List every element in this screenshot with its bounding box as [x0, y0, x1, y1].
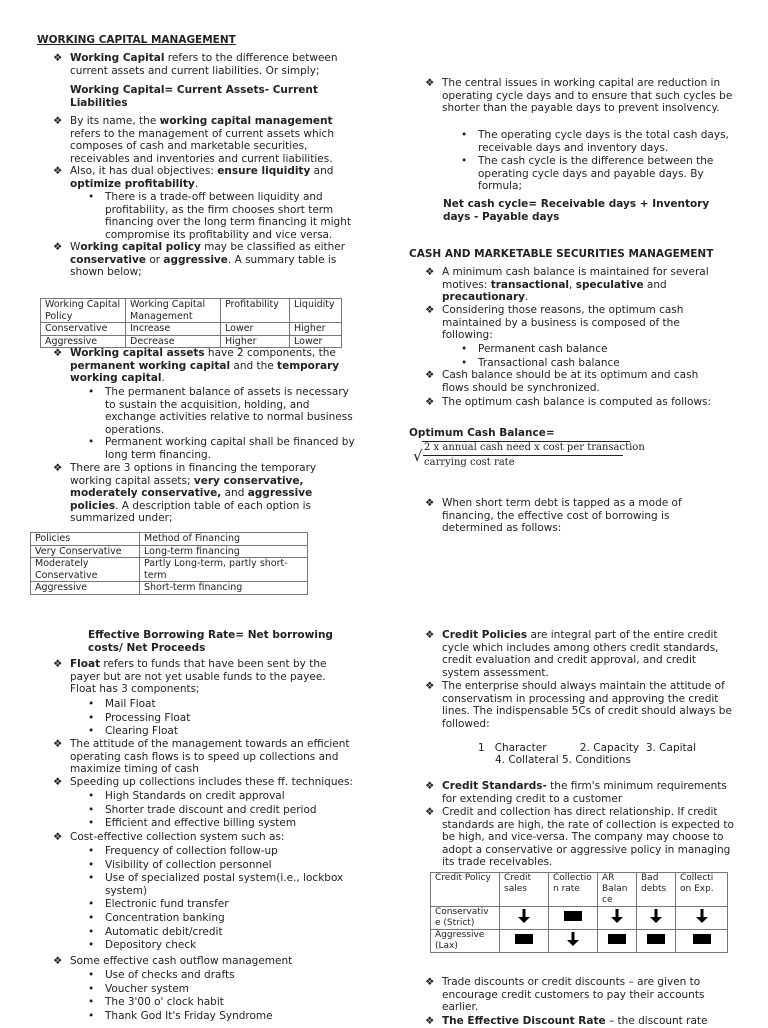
bullet-text: Cash balance should be at its optimum and cash flows should be synchronized.: [442, 369, 699, 394]
down-arrow-icon: [692, 917, 712, 927]
sub-bullet-text: There is a trade-off between liquidity and profitability, as the firm chooses short term financing over the long term financing it might compromise its profitability and vice versa.: [105, 191, 351, 241]
bullet-text: [70, 347, 353, 385]
bullet-credit-collection: [425, 806, 735, 869]
bullet-optimum-composition: [425, 304, 725, 342]
bullet-objectives: [53, 165, 353, 190]
down-arrow-icon: [514, 908, 534, 924]
down-arrow-icon: [692, 908, 712, 924]
term-precautionary: precautionary: [442, 291, 526, 304]
dot-bullet-icon: •: [88, 939, 95, 952]
bullet-minimum-cash: [425, 266, 735, 304]
list-item: [88, 817, 358, 830]
term-credit-policies: Credit Policies: [442, 629, 528, 641]
list-item-text: Mail Float: [105, 698, 156, 710]
diamond-bullet-icon: ❖: [425, 497, 435, 509]
list-item-text: Efficient and effective billing system: [105, 817, 297, 830]
diamond-bullet-icon: ❖: [53, 165, 63, 177]
bullet-synchronized: [425, 369, 725, 394]
table-header-cell: Working Capital Policy: [41, 299, 126, 323]
square-icon: [692, 940, 712, 950]
bullet-attitude: [53, 738, 353, 776]
list-item: [88, 969, 358, 982]
bullet-text: Credit and collection has direct relationship. If credit standards are high, the rate of collection is expected to be high, and vice-versa. The company may choose to adopt a conservative or aggressive policy in managing its trade receivables.: [442, 806, 734, 869]
dot-bullet-icon: •: [88, 996, 95, 1009]
policy-summary-table: [40, 298, 342, 348]
indicator-cell: [598, 930, 637, 953]
table-row: [31, 545, 308, 558]
text-run: and the: [230, 359, 278, 372]
list-item: [88, 804, 358, 817]
table-header-cell: Policies: [31, 533, 140, 546]
dot-bullet-icon: •: [88, 858, 95, 871]
diamond-bullet-icon: ❖: [53, 955, 63, 967]
table-row: [31, 558, 308, 582]
indicator-cell: [676, 907, 728, 930]
list-item: [88, 898, 358, 911]
down-arrow-icon: [514, 917, 534, 927]
list-item-text: Concentration banking: [105, 911, 225, 924]
list-item-text: Visibility of collection personnel: [105, 858, 272, 871]
table-header-cell: Bad debts: [637, 873, 676, 907]
indicator-cell: [549, 930, 598, 953]
term-profitability: optimize profitability: [70, 177, 195, 190]
table-cell: Higher: [290, 323, 342, 336]
optimum-cash-formula: [409, 440, 645, 472]
table-row: [41, 323, 342, 336]
table-header-cell: AR Balan ce: [598, 873, 637, 907]
page-title: WORKING CAPITAL MANAGEMENT: [37, 34, 236, 46]
bullet-text: Cost-effective collection system such as:: [70, 831, 285, 843]
dot-bullet-icon: •: [88, 817, 95, 830]
table-cell: Aggressive: [31, 582, 140, 595]
bullet-text: Trade discounts or credit discounts – are given to encourage credit customers to pay their accounts earlier.: [442, 976, 705, 1014]
sub-bullet-text: The operating cycle days is the total cash days, receivable days and inventory days.: [478, 129, 729, 154]
table-cell: Partly Long-term, partly short-term: [140, 558, 308, 582]
bullet-trade-discounts: [425, 976, 735, 1014]
float-components-list: [88, 698, 348, 738]
table-cell: Short-term financing: [140, 582, 308, 595]
indicator-cell: [598, 907, 637, 930]
square-icon: [563, 908, 583, 924]
term-conservative: conservative: [70, 253, 146, 266]
bullet-text: [70, 52, 353, 77]
collection-system-list: [88, 845, 358, 952]
list-item: [88, 926, 358, 939]
five-cs-line-1: 1 Character 2. Capacity 3. Capital: [478, 742, 696, 754]
table-cell: Lower: [221, 323, 290, 336]
down-arrow-icon: [646, 908, 666, 924]
bullet-conservatism: [425, 680, 735, 730]
list-item: [88, 712, 348, 725]
square-icon: [646, 931, 666, 947]
list-item: [461, 357, 721, 370]
table-header-cell: Collecti on Exp.: [676, 873, 728, 907]
diamond-bullet-icon: ❖: [425, 1015, 435, 1027]
bullet-text: [70, 462, 353, 525]
text-run: .: [161, 372, 165, 385]
diamond-bullet-icon: ❖: [53, 347, 63, 359]
bullet-credit-policies: [425, 629, 735, 679]
table-header-row: [41, 299, 342, 323]
diamond-bullet-icon: ❖: [425, 680, 435, 692]
list-item-text: Clearing Float: [105, 725, 178, 738]
bullet-policy: [53, 241, 353, 279]
text-run: A minimum cash balance is maintained for several motives:: [442, 266, 709, 291]
text-run: . A description table of each option is summarized under;: [70, 499, 312, 525]
bullet-wc-assets: [53, 347, 353, 385]
indicator-cell: [500, 907, 549, 930]
dot-bullet-icon: •: [88, 845, 95, 857]
list-item: [88, 859, 358, 872]
section-heading-cash: CASH AND MARKETABLE SECURITIES MANAGEMENT: [409, 248, 714, 260]
credit-policy-table: [430, 872, 728, 953]
diamond-bullet-icon: ❖: [425, 806, 435, 818]
table-cell: Very Conservative: [31, 545, 140, 558]
term-working-capital: Working Capital: [70, 52, 165, 64]
term-permanent-wc: permanent working capital: [70, 359, 231, 372]
square-icon: [607, 940, 627, 950]
term-speculative: speculative: [575, 278, 644, 291]
cash-balance-list: [461, 343, 721, 369]
list-item: [88, 939, 358, 952]
down-arrow-icon: [563, 931, 583, 947]
dot-bullet-icon: •: [88, 386, 95, 398]
down-arrow-icon: [607, 908, 627, 924]
diamond-bullet-icon: ❖: [53, 52, 63, 64]
dot-bullet-icon: •: [461, 356, 468, 369]
table-header-cell: Profitability: [221, 299, 290, 323]
term-float: Float: [70, 658, 101, 670]
text-run: or: [145, 253, 164, 266]
dot-bullet-icon: •: [88, 698, 95, 710]
text-run: the firm's minimum requirements for extending credit to a customer: [442, 780, 727, 805]
text-run: and: [643, 278, 667, 291]
text-run: W: [70, 241, 81, 253]
table-header-row: [431, 873, 728, 907]
term-transactional: transactional: [490, 278, 570, 291]
dot-bullet-icon: •: [88, 925, 95, 938]
table-cell: Lower: [290, 335, 342, 348]
indicator-cell: [637, 907, 676, 930]
table-header-cell: Working Capital Management: [126, 299, 221, 323]
diamond-bullet-icon: ❖: [53, 241, 63, 253]
dot-bullet-icon: •: [88, 969, 95, 981]
table-header-cell: Liquidity: [290, 299, 342, 323]
bullet-text: When short term debt is tapped as a mode of financing, the effective cost of borrowing is determined as follows:: [442, 497, 682, 535]
five-cs-line-2: 4. Collateral 5. Conditions: [495, 754, 631, 766]
list-item: [88, 845, 358, 858]
indicator-cell: [500, 930, 549, 953]
dot-bullet-icon: •: [88, 982, 95, 995]
diamond-bullet-icon: ❖: [53, 658, 63, 670]
bullet-speeding-up: [53, 776, 363, 789]
diamond-bullet-icon: ❖: [53, 831, 63, 843]
bullet-text: [70, 658, 353, 696]
square-root-icon: √: [413, 447, 423, 465]
text-run: – the discount rate: [605, 1015, 708, 1027]
bullet-text: The attitude of the management towards an efficient operating cash flows is to speed up collections and maximize timing of cash: [70, 738, 350, 776]
list-item-text: Use of checks and drafts: [105, 969, 235, 981]
table-header-cell: Credit sales: [500, 873, 549, 907]
bullet-cost-effective: [53, 831, 353, 844]
table-cell: Long-term financing: [140, 545, 308, 558]
dot-bullet-icon: •: [88, 725, 95, 738]
speed-techniques-list: [88, 790, 358, 830]
table-row: [431, 907, 728, 930]
list-item: [461, 343, 721, 356]
list-item: [88, 872, 358, 897]
table-cell: Aggressive (Lax): [431, 930, 500, 953]
bullet-management: [53, 115, 353, 165]
bullet-effective-discount-rate: [425, 1015, 735, 1028]
list-item-text: Automatic debit/credit: [105, 925, 223, 938]
sub-bullet-text: The cash cycle is the difference between the operating cycle days and payable days. By formula;: [478, 155, 714, 193]
indicator-cell: [676, 930, 728, 953]
text-run: . A summary table is shown below;: [70, 253, 337, 279]
bullet-text: The enterprise should always maintain the attitude of conservatism in processing and approving the credit lines. The indispensable 5Cs of credit should always be followed:: [442, 680, 732, 730]
dot-bullet-icon: •: [461, 343, 468, 355]
text-run: refers to funds that have been sent by the payer but are not yet usable funds to the payee. Float has 3 components;: [70, 658, 327, 696]
diamond-bullet-icon: ❖: [425, 304, 435, 316]
bullet-text: [70, 165, 353, 190]
term-effective-discount-rate: The Effective Discount Rate: [442, 1015, 606, 1027]
term-aggressive-policies: aggressive policies: [70, 487, 313, 512]
dot-bullet-icon: •: [88, 803, 95, 816]
formula-net-cash-cycle: Net cash cycle= Receivable days + Inventory days - Payable days: [443, 198, 710, 223]
list-item-text: Transactional cash balance: [478, 356, 620, 369]
bullet-text: [70, 115, 353, 165]
dot-bullet-icon: •: [88, 790, 95, 802]
table-cell: Higher: [221, 335, 290, 348]
table-header-cell: Method of Financing: [140, 533, 308, 546]
text-run: .: [525, 291, 529, 304]
list-item-text: Use of specialized postal system(i.e., lockbox system): [105, 872, 344, 897]
list-item-text: The 3'00 o' clock habit: [105, 996, 224, 1009]
text-run: and: [221, 487, 248, 500]
list-item: [88, 698, 348, 711]
indicator-cell: [549, 907, 598, 930]
text-run: have 2 components, the: [204, 347, 336, 359]
table-cell: Moderately Conservative: [31, 558, 140, 582]
diamond-bullet-icon: ❖: [425, 266, 435, 278]
sub-bullet-operating-cycle: [461, 129, 743, 154]
list-item-text: Thank God It's Friday Syndrome: [105, 1009, 273, 1022]
financing-method-table: [30, 532, 308, 595]
bullet-text: [442, 629, 735, 679]
list-item-text: Electronic fund transfer: [105, 898, 229, 911]
diamond-bullet-icon: ❖: [425, 976, 435, 988]
list-item-text: Frequency of collection follow-up: [105, 845, 278, 857]
term-liquidity: ensure liquidity: [217, 165, 311, 177]
text-run: and: [310, 165, 334, 177]
text-run: By its name, the: [70, 115, 160, 127]
dot-bullet-icon: •: [88, 898, 95, 911]
text-run: ,: [569, 278, 576, 291]
list-item-text: Depository check: [105, 939, 197, 952]
diamond-bullet-icon: ❖: [425, 396, 435, 408]
list-item-text: Processing Float: [105, 711, 191, 724]
term-wc-assets: Working capital assets: [70, 347, 205, 359]
diamond-bullet-icon: ❖: [53, 462, 63, 474]
dot-bullet-icon: •: [88, 1009, 95, 1022]
table-cell: Increase: [126, 323, 221, 336]
formula-denominator: carrying cost rate: [424, 457, 515, 468]
bullet-short-term-debt: [425, 497, 725, 535]
bullet-text: Some effective cash outflow management: [70, 955, 293, 967]
bullet-credit-standards: [425, 780, 735, 805]
list-item: [88, 983, 358, 996]
table-row: [41, 335, 342, 348]
bullet-text: The optimum cash balance is computed as follows:: [442, 396, 712, 408]
list-item: [88, 790, 358, 803]
bullet-cash-outflow: [53, 955, 353, 968]
term-conservative-options: very conservative, moderately conservative,: [70, 474, 304, 500]
formula-working-capital: Working Capital= Current Assets- Current Liabilities: [70, 84, 318, 109]
sub-bullet-text: The permanent balance of assets is necessary to sustain the acquisition, holding, and exchange activities relative to normal business operations.: [105, 386, 353, 436]
term-aggressive: aggressive: [163, 253, 228, 266]
dot-bullet-icon: •: [88, 911, 95, 924]
diamond-bullet-icon: ❖: [425, 369, 435, 381]
table-header-row: [31, 533, 308, 546]
square-icon: [607, 931, 627, 947]
sub-bullet-cash-cycle: [461, 155, 743, 193]
table-row: [431, 930, 728, 953]
dot-bullet-icon: •: [88, 872, 95, 885]
list-item-text: Permanent cash balance: [478, 343, 608, 355]
bullet-text: Considering those reasons, the optimum cash maintained by a business is composed of the following:: [442, 304, 684, 342]
sub-bullet-text: Permanent working capital shall be financed by long term financing.: [105, 436, 355, 461]
list-item: [88, 912, 358, 925]
term-temporary-wc: temporary working capital: [70, 359, 340, 385]
list-item: [88, 996, 358, 1009]
table-header-cell: Collectio n rate: [549, 873, 598, 907]
square-icon: [646, 940, 666, 950]
term-wc-policy: orking capital policy: [80, 241, 201, 253]
table-cell: Aggressive: [41, 335, 126, 348]
diamond-bullet-icon: ❖: [425, 77, 435, 89]
bullet-working-capital: [53, 52, 353, 77]
dot-bullet-icon: •: [88, 711, 95, 724]
dot-bullet-icon: •: [88, 191, 95, 203]
diamond-bullet-icon: ❖: [53, 115, 63, 127]
fraction-bar: [423, 455, 623, 456]
formula-numerator: 2 x annual cash need x cost per transaction: [424, 442, 645, 453]
diamond-bullet-icon: ❖: [53, 738, 63, 750]
list-item-text: Shorter trade discount and credit period: [105, 803, 317, 816]
table-row: [31, 582, 308, 595]
sub-bullet-permanent-balance: [88, 386, 360, 436]
indicator-cell: [637, 930, 676, 953]
dot-bullet-icon: •: [461, 129, 468, 141]
down-arrow-icon: [607, 917, 627, 927]
bullet-financing-options: [53, 462, 353, 525]
list-item-text: Voucher system: [105, 982, 189, 995]
bullet-central-issues: [425, 77, 735, 115]
text-run: There are 3 options in financing the temporary working capital assets;: [70, 462, 317, 487]
table-cell: Conservativ e (Strict): [431, 907, 500, 930]
down-arrow-icon: [646, 917, 666, 927]
bullet-float: [53, 658, 353, 696]
table-cell: Conservative: [41, 323, 126, 336]
dot-bullet-icon: •: [88, 436, 95, 448]
square-icon: [514, 931, 534, 947]
list-item: [88, 725, 348, 738]
diamond-bullet-icon: ❖: [425, 629, 435, 641]
text-run: .: [194, 177, 199, 190]
list-item-text: High Standards on credit approval: [105, 790, 285, 802]
bullet-text: [442, 266, 735, 304]
text-run: are integral part of the entire credit cycle which includes among others credit standards, credit evaluation and credit approval, and credit system assessment.: [442, 629, 719, 679]
outflow-list: [88, 969, 358, 1022]
bullet-text: [442, 780, 735, 805]
formula-optimum-cash-label: Optimum Cash Balance=: [409, 427, 555, 439]
definition-text: refers to the difference between current assets and current liabilities. Or simply;: [70, 52, 338, 77]
square-icon: [514, 940, 534, 950]
bullet-computed: [425, 396, 735, 409]
sub-bullet-tradeoff: [88, 191, 358, 241]
square-icon: [563, 917, 583, 927]
square-icon: [692, 931, 712, 947]
diamond-bullet-icon: ❖: [53, 776, 63, 788]
down-arrow-icon: [563, 940, 583, 950]
text-run: refers to the management of current assets which composes of cash and marketable securities, receivables and inventories and current liabilities.: [70, 127, 334, 165]
bullet-text: The central issues in working capital are reduction in operating cycle days and to ensure that such cycles be shorter than the payable days to prevent insolvency.: [442, 77, 733, 115]
text-run: may be classified as either: [200, 241, 346, 253]
term-credit-standards: Credit Standards-: [442, 780, 547, 792]
term-wcm: working capital management: [159, 115, 333, 127]
formula-effective-borrowing-rate: Effective Borrowing Rate= Net borrowing costs/ Net Proceeds: [88, 629, 333, 654]
diamond-bullet-icon: ❖: [425, 780, 435, 792]
sub-bullet-permanent-financing: [88, 436, 360, 461]
bullet-text: [70, 241, 353, 279]
list-item: [88, 1010, 358, 1023]
bullet-text: Speeding up collections includes these ff. techniques:: [70, 776, 353, 788]
table-cell: Decrease: [126, 335, 221, 348]
bullet-text: [442, 1015, 735, 1028]
dot-bullet-icon: •: [461, 155, 468, 167]
text-run: Also, it has dual objectives:: [70, 165, 218, 177]
table-header-cell: Credit Policy: [431, 873, 500, 907]
